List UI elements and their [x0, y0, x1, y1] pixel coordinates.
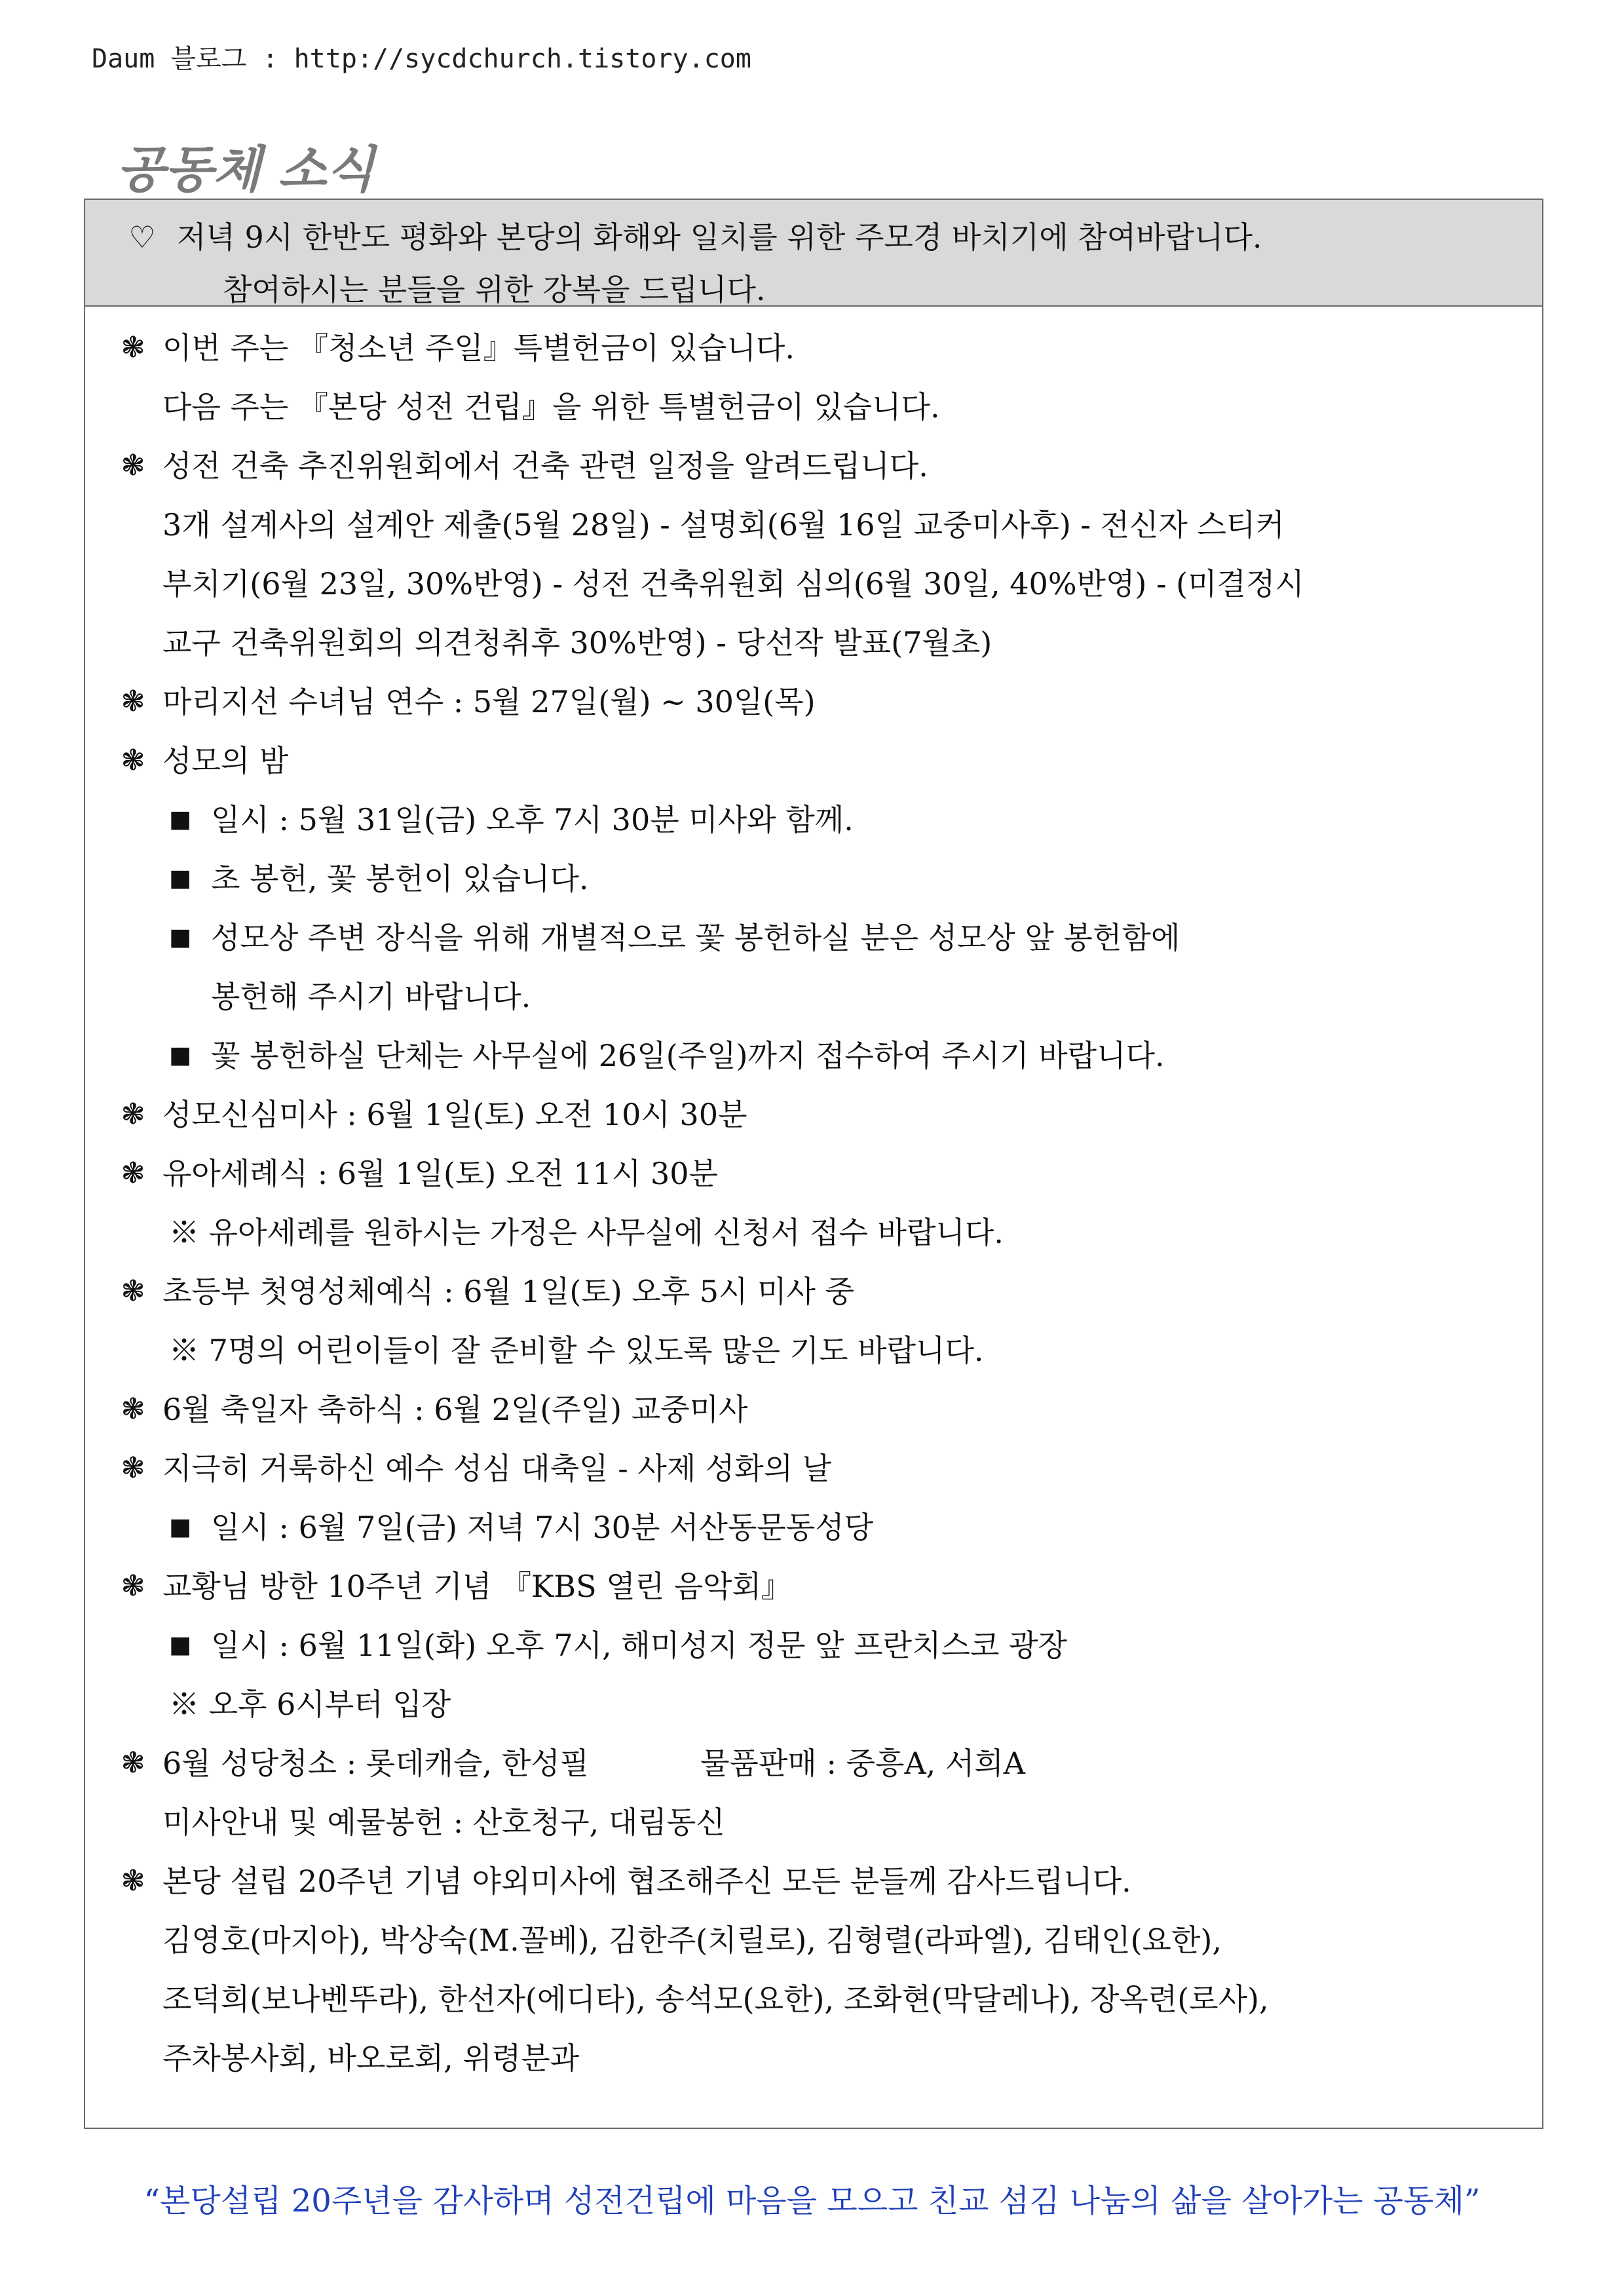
square-bullet-icon: ■ [169, 806, 192, 833]
list-item-cont [85, 613, 1542, 672]
flower-bullet-icon: ❃ [121, 1451, 145, 1485]
flower-bullet-icon: ❃ [121, 1098, 145, 1131]
list-item [85, 1439, 1542, 1498]
item-note: ※ 오후 6시부터 입장 [169, 1687, 451, 1722]
item-text: 일시 : 6월 7일(금) 저녁 7시 30분 서산동문동성당 [211, 1510, 874, 1545]
sub-item [85, 1498, 1542, 1557]
item-text: 김영호(마지아), 박상숙(M.꼴베), 김한주(치릴로), 김형렬(라파엘), 김태인(요한), [162, 1923, 1222, 1958]
list-item-cont [85, 377, 1542, 436]
list-item [85, 318, 1542, 377]
item-text: 6월 성당청소 : 롯데캐슬, 한성필 [162, 1746, 590, 1781]
item-text: 일시 : 6월 11일(화) 오후 7시, 해미성지 정문 앞 프란치스코 광장 [211, 1628, 1067, 1663]
item-text: 성모상 주변 장식을 위해 개별적으로 꽃 봉헌하실 분은 성모상 앞 봉헌함에 [211, 920, 1180, 955]
flower-bullet-icon: ❃ [121, 685, 145, 718]
flower-bullet-icon: ❃ [121, 1746, 145, 1780]
item-text: 다음 주는 『본당 성전 건립』을 위한 특별헌금이 있습니다. [162, 389, 940, 425]
list-item [85, 1852, 1542, 1911]
item-text: 봉헌해 주시기 바랍니다. [211, 979, 531, 1014]
sub-item [85, 849, 1542, 908]
news-list [85, 307, 1542, 2088]
item-note: ※ 유아세례를 원하시는 가정은 사무실에 신청서 접수 바랍니다. [169, 1215, 1004, 1250]
sub-item [85, 908, 1542, 967]
flower-bullet-icon: ❃ [121, 449, 145, 482]
source-url: Daum 블로그 : http://sycdchurch.tistory.com [92, 44, 751, 74]
item-text: 유아세례식 : 6월 1일(토) 오전 11시 30분 [162, 1156, 718, 1191]
item-text: 부치기(6월 23일, 30%반영) - 성전 건축위원회 심의(6월 30일, 40%반영) - (미결정시 [162, 566, 1304, 602]
sub-item-cont [85, 967, 1542, 1026]
list-item-cont [85, 2029, 1542, 2088]
square-bullet-icon: ■ [169, 1514, 192, 1540]
flower-bullet-icon: ❃ [121, 1569, 145, 1603]
list-item [85, 672, 1542, 731]
list-item-cont [85, 1793, 1542, 1852]
item-text: 6월 축일자 축하식 : 6월 2일(주일) 교중미사 [162, 1392, 748, 1427]
note-line [85, 1203, 1542, 1262]
item-text: 지극히 거룩하신 예수 성심 대축일 - 사제 성화의 날 [162, 1451, 832, 1486]
list-item [85, 1734, 1542, 1793]
item-text: 꽃 봉헌하실 단체는 사무실에 26일(주일)까지 접수하여 주시기 바랍니다. [211, 1038, 1165, 1073]
item-text: 교구 건축위원회의 의견청취후 30%반영) - 당선작 발표(7월초) [162, 625, 992, 660]
item-text: 초 봉헌, 꽃 봉헌이 있습니다. [211, 861, 589, 896]
sub-item [85, 1616, 1542, 1675]
heart-outline-icon: ♡ [128, 220, 156, 255]
item-text: 초등부 첫영성체예식 : 6월 1일(토) 오후 5시 미사 중 [162, 1274, 855, 1309]
item-text: 마리지선 수녀님 연수 : 5월 27일(월) ~ 30일(목) [162, 684, 816, 719]
square-bullet-icon: ■ [169, 1632, 192, 1658]
news-box [84, 199, 1543, 2129]
item-text: 성모신심미사 : 6월 1일(토) 오전 10시 30분 [162, 1097, 747, 1132]
list-item [85, 731, 1542, 790]
item-text: 물품판매 : 중흥A, 서희A [700, 1746, 1026, 1781]
section-title: 공동체 소식 [117, 140, 375, 199]
item-text: 성모의 밤 [162, 743, 289, 778]
item-text: 본당 설립 20주년 기념 야외미사에 협조해주신 모든 분들께 감사드립니다. [162, 1864, 1131, 1899]
flower-bullet-icon: ❃ [121, 1392, 145, 1426]
square-bullet-icon: ■ [169, 1042, 192, 1069]
flower-bullet-icon: ❃ [121, 331, 145, 364]
list-item-cont [85, 1911, 1542, 1970]
note-line [85, 1675, 1542, 1734]
notice-line-1: 저녁 9시 한반도 평화와 본당의 화해와 일치를 위한 주모경 바치기에 참여바랍니다. [177, 220, 1262, 255]
square-bullet-icon: ■ [169, 924, 192, 951]
item-text: 3개 설계사의 설계안 제출(5월 28일) - 설명회(6월 16일 교중미사후) - 전신자 스티커 [162, 507, 1285, 543]
list-item [85, 1380, 1542, 1439]
list-item [85, 1085, 1542, 1144]
list-item-cont [85, 554, 1542, 613]
sub-item [85, 790, 1542, 849]
prayer-notice [85, 200, 1542, 307]
list-item-cont [85, 495, 1542, 554]
note-line [85, 1321, 1542, 1380]
item-text: 조덕희(보나벤뚜라), 한선자(에디타), 송석모(요한), 조화현(막달레나), 장옥련(로사), [162, 1981, 1269, 2017]
item-text: 교황님 방한 10주년 기념 『KBS 열린 음악회』 [162, 1569, 792, 1604]
item-text: 이번 주는 『청소년 주일』특별헌금이 있습니다. [162, 330, 795, 366]
list-item [85, 1262, 1542, 1321]
list-item [85, 436, 1542, 495]
footer-motto: “본당설립 20주년을 감사하며 성전건립에 마음을 모으고 친교 섬김 나눔의 삶을 살아가는 공동체” [143, 2183, 1481, 2219]
flower-bullet-icon: ❃ [121, 1864, 145, 1898]
flower-bullet-icon: ❃ [121, 744, 145, 777]
item-text: 주차봉사회, 바오로회, 위령분과 [162, 2040, 580, 2076]
sub-item [85, 1026, 1542, 1085]
list-item [85, 1144, 1542, 1203]
item-text: 일시 : 5월 31일(금) 오후 7시 30분 미사와 함께. [211, 802, 854, 837]
notice-line-2: 참여하시는 분들을 위한 강복을 드립니다. [223, 272, 766, 307]
square-bullet-icon: ■ [169, 865, 192, 892]
list-item-cont [85, 1970, 1542, 2029]
item-note: ※ 7명의 어린이들이 잘 준비할 수 있도록 많은 기도 바랍니다. [169, 1333, 984, 1368]
flower-bullet-icon: ❃ [121, 1274, 145, 1308]
list-item [85, 1557, 1542, 1616]
flower-bullet-icon: ❃ [121, 1157, 145, 1190]
item-text: 성전 건축 추진위원회에서 건축 관련 일정을 알려드립니다. [162, 448, 928, 484]
item-text: 미사안내 및 예물봉헌 : 산호청구, 대림동신 [162, 1805, 725, 1840]
